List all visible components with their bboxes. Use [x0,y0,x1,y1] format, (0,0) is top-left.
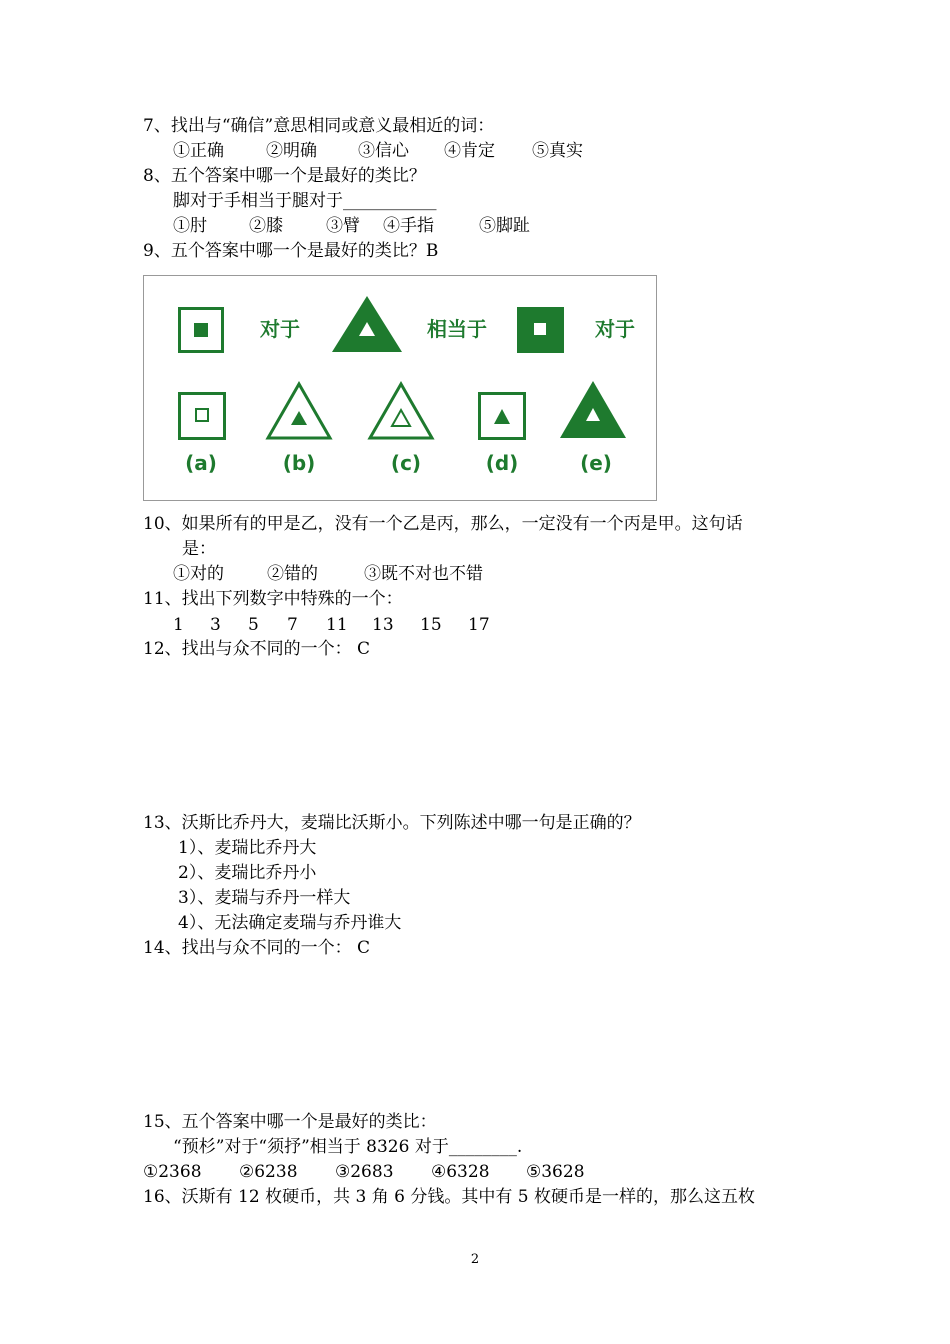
q16-stem: 16、沃斯有 12 枚硬币，共 3 角 6 分钱。其中有 5 枚硬币是一样的，那么这五枚 [143,1187,755,1207]
q10-stem-line1: 10、如果所有的甲是乙，没有一个乙是丙，那么，一定没有一个丙是甲。这句话 [143,514,743,534]
q8-option: ②膝 [249,216,283,236]
page-number: 2 [470,1252,480,1267]
q15-option: ②6238 [239,1162,298,1182]
q7-option: ①正确 [173,141,224,161]
q7-option: ⑤真实 [532,141,583,161]
q8-option: ⑤脚趾 [479,216,530,236]
word-xiang-dang-yu: 相当于 [427,317,487,341]
q7-option: ②明确 [266,141,317,161]
word-dui-yu-2: 对于 [595,317,635,341]
option-c-inner-triangle-icon [392,410,410,426]
q13-option: 3）、麦瑞与乔丹一样大 [178,888,351,908]
q8-stem: 8、五个答案中哪一个是最好的类比？ [143,166,426,186]
q15-option: ⑤3628 [526,1162,585,1182]
q14-stem: 14、找出与众不同的一个： C [143,938,371,958]
q11-number: 7 [287,615,298,635]
q8-option: ④手指 [383,216,434,236]
option-d-inner-triangle-icon [494,409,510,424]
q7-option: ③信心 [358,141,409,161]
q10-option: ①对的 [173,564,224,584]
filled-inner-square-icon [194,323,208,337]
q11-stem: 11、找出下列数字中特殊的一个： [143,589,403,609]
option-e-label: (e) [580,451,612,475]
q15-option: ③2683 [335,1162,394,1182]
q13-option: 4）、无法确定麦瑞与乔丹谁大 [178,913,402,933]
q11-number: 13 [372,615,394,635]
option-a-inner-square-icon [196,409,208,421]
option-a-label: (a) [185,451,217,475]
word-dui-yu-1: 对于 [260,317,300,341]
q11-number: 15 [420,615,442,635]
q9-stem: 9、五个答案中哪一个是最好的类比？B [143,241,439,261]
q11-number: 17 [468,615,490,635]
q8-option: ③臂 [326,216,360,236]
q8-prompt: 脚对于手相当于腿对于___________ [173,191,437,211]
inner-white-square-icon [534,323,546,335]
option-b-inner-triangle-icon [291,411,307,425]
q9-analogy-figure [143,275,657,501]
option-a-square-icon [180,394,225,439]
q15-option: ④6328 [431,1162,490,1182]
option-b-label: (b) [282,451,316,475]
q10-option: ②错的 [267,564,318,584]
q11-number: 11 [326,615,348,635]
q10-option: ③既不对也不错 [364,564,483,584]
q15-option: ①2368 [143,1162,202,1182]
q13-option: 2）、麦瑞比乔丹小 [178,863,317,883]
q11-number: 3 [210,615,221,635]
q11-number: 1 [173,615,184,635]
q15-stem: 15、五个答案中哪一个是最好的类比： [143,1112,437,1132]
q8-option: ①肘 [173,216,207,236]
q11-number: 5 [248,615,259,635]
q10-stem-line2: 是： [182,539,216,559]
q13-option: 1）、麦瑞比乔丹大 [178,838,317,858]
q7-stem: 7、找出与“确信”意思相同或意义最相近的词： [143,116,495,136]
option-d-label: (d) [485,451,519,475]
q15-prompt: “预杉”对于“须抒”相当于 8326 对于________. [173,1137,523,1157]
q9-figure-svg [144,276,658,502]
q13-stem: 13、沃斯比乔丹大，麦瑞比沃斯小。下列陈述中哪一句是正确的？ [143,813,641,833]
q12-stem: 12、找出与众不同的一个： C [143,639,371,659]
q7-option: ④肯定 [444,141,495,161]
option-c-label: (c) [390,451,422,475]
